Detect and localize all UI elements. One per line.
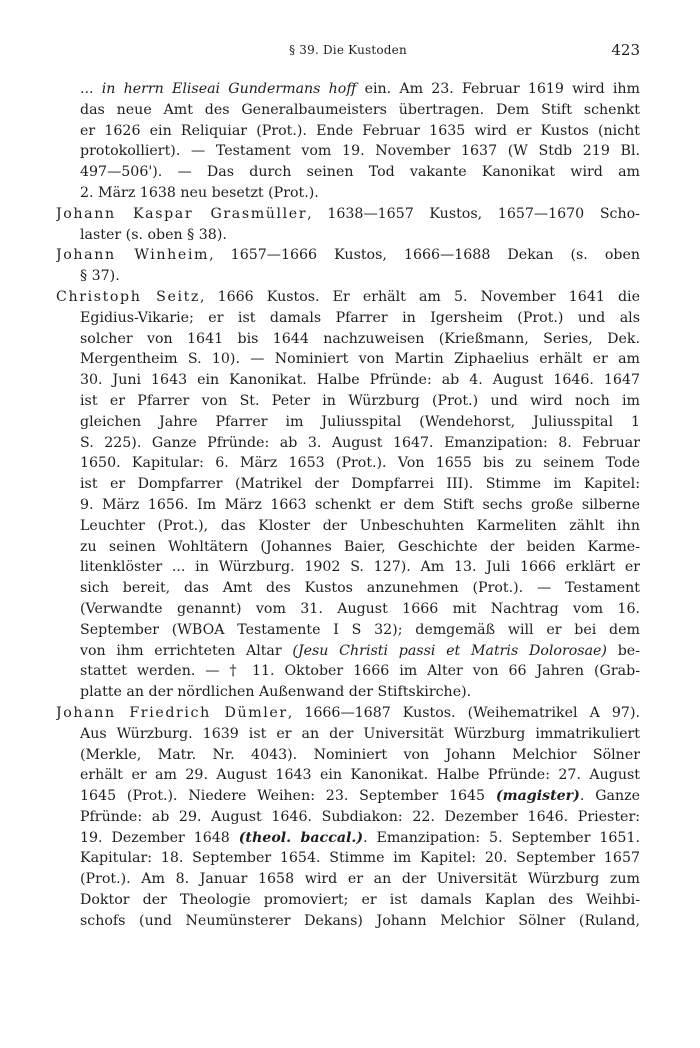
entry-continuation bbox=[56, 79, 640, 204]
running-header bbox=[56, 40, 640, 60]
text-line: September (WBOA Testamente I S 32); demgemäß will er bei dem bbox=[80, 621, 640, 638]
text-line: 19. Dezember 1648 (theol. baccal.). Emanzipation: 5. September 1651. bbox=[80, 829, 640, 846]
text-line: sich bereit, das Amt des Kustos anzunehmen (Prot.). — Testament bbox=[80, 580, 640, 597]
text-line: § 37). bbox=[80, 268, 120, 285]
italic-degree: (theol. baccal.) bbox=[238, 829, 364, 846]
text-line: laster (s. oben § 38). bbox=[80, 226, 227, 243]
italic-altar-title: (Jesu Christi passi et Matris Dolorosae) bbox=[292, 642, 607, 659]
text-line: litenklöster ... in Würzburg. 1902 S. 127). Am 13. Juli 1666 erklärt er bbox=[80, 559, 640, 576]
text-line: (Merkle, Matr. Nr. 4043). Nominiert von Johann Melchior Sölner bbox=[80, 746, 640, 763]
text-line: 1645 (Prot.). Niedere Weihen: 23. September 1645 (magister). Ganze bbox=[80, 788, 640, 805]
person-name: Johann Kaspar Grasmüller bbox=[56, 205, 308, 222]
text-line: Mergentheim S. 10). — Nominiert von Martin Ziphaelius erhält er am bbox=[80, 351, 640, 368]
text-line: ist er Dompfarrer (Matrikel der Dompfarrei III). Stimme im Kapitel: bbox=[80, 476, 640, 493]
text-line: schofs (und Neumünsterer Dekans) Johann Melchior Sölner (Ruland, bbox=[80, 912, 640, 929]
text-line: protokolliert). — Testament vom 19. November 1637 (W Stdb 219 Bl. bbox=[80, 143, 640, 160]
text-line: 30. Juni 1643 ein Kanonikat. Halbe Pfründe: ab 4. August 1646. 1647 bbox=[80, 372, 640, 389]
text-line: 9. März 1656. Im März 1663 schenkt er dem Stift sechs große silberne bbox=[80, 496, 640, 513]
text-line: gleichen Jahre Pfarrer im Juliusspital (Wendehorst, Juliusspital 1 bbox=[80, 413, 640, 430]
person-name: Johann Friedrich Dümler bbox=[56, 704, 288, 721]
text-line: Doktor der Theologie promoviert; er ist damals Kaplan des Weihbi- bbox=[80, 892, 640, 909]
person-name: Johann Winheim bbox=[56, 247, 210, 264]
body-text bbox=[56, 79, 640, 932]
text-line: solcher von 1641 bis 1644 nachzuweisen (Krießmann, Series, Dek. bbox=[80, 330, 640, 347]
entry-seitz bbox=[56, 287, 640, 703]
text-line: Johann Friedrich Dümler, 1666—1687 Kustos. (Weihematrikel A 97). bbox=[56, 704, 640, 721]
text-line: Kapitular: 18. September 1654. Stimme im Kapitel: 20. September 1657 bbox=[80, 850, 640, 867]
person-name: Christoph Seitz bbox=[56, 288, 200, 305]
section-title: § 39. Die Kustoden bbox=[289, 43, 407, 57]
text-line: (Verwandte genannt) vom 31. August 1666 mit Nachtrag vom 16. bbox=[80, 600, 640, 617]
text-line: (Prot.). Am 8. Januar 1658 wird er an der Universität Würzburg zum bbox=[80, 871, 640, 888]
text-line: 497—506'). — Das durch seinen Tod vakante Kanonikat wird am bbox=[80, 164, 640, 181]
text-line: das neue Amt des Generalbaumeisters übertragen. Dem Stift schenkt bbox=[80, 101, 640, 118]
text-line: von ihm errichteten Altar (Jesu Christi passi et Matris Dolorosae) be- bbox=[80, 642, 640, 659]
text-line: 1650. Kapitular: 6. März 1653 (Prot.). Von 1655 bis zu seinem Tode bbox=[80, 455, 640, 472]
text-line: Christoph Seitz, 1666 Kustos. Er erhält am 5. November 1641 die bbox=[56, 288, 640, 305]
text-line: er 1626 ein Reliquiar (Prot.). Ende Februar 1635 wird er Kustos (nicht bbox=[80, 122, 640, 139]
text-line: 2. März 1638 neu besetzt (Prot.). bbox=[80, 184, 319, 201]
text-line: Egidius-Vikarie; er ist damals Pfarrer in Igersheim (Prot.) und als bbox=[80, 309, 640, 326]
text-line: Pfründe: ab 29. August 1646. Subdiakon: 22. Dezember 1646. Priester: bbox=[80, 808, 640, 825]
entry-grasmueller bbox=[56, 204, 640, 246]
text-line: zu seinen Wohltätern (Johannes Baier, Geschichte der beiden Karme- bbox=[80, 538, 640, 555]
text-line: erhält er am 29. August 1643 ein Kanonikat. Halbe Pfründe: 27. August bbox=[80, 767, 640, 784]
text-line: ... in herrn Eliseai Gundermans hoff ein. Am 23. Februar 1619 wird ihm bbox=[80, 81, 640, 97]
text-line: Johann Winheim, 1657—1666 Kustos, 1666—1688 Dekan (s. oben bbox=[56, 247, 640, 264]
text-line: Leuchter (Prot.), das Kloster der Unbeschuhten Karmeliten zählt ihn bbox=[80, 517, 640, 534]
text-line: ist er Pfarrer von St. Peter in Würzburg (Prot.) und wird noch im bbox=[80, 392, 640, 409]
entry-duemler bbox=[56, 703, 640, 932]
text-line: S. 225). Ganze Pfründe: ab 3. August 1647. Emanzipation: 8. Februar bbox=[80, 434, 640, 451]
italic-degree: (magister) bbox=[495, 788, 580, 805]
page-number: 423 bbox=[611, 41, 640, 59]
entry-winheim bbox=[56, 245, 640, 287]
text-line: platte an der nördlichen Außenwand der Stiftskirche). bbox=[80, 684, 472, 701]
text-line: Johann Kaspar Grasmüller, 1638—1657 Kustos, 1657—1670 Scho- bbox=[56, 205, 640, 222]
text-line: Aus Würzburg. 1639 ist er an der Universität Würzburg immatrikuliert bbox=[80, 725, 640, 742]
italic-quote: ... in herrn Eliseai Gundermans hoff bbox=[80, 81, 357, 97]
text-line: stattet werden. — † 11. Oktober 1666 im Alter von 66 Jahren (Grab- bbox=[80, 663, 640, 680]
